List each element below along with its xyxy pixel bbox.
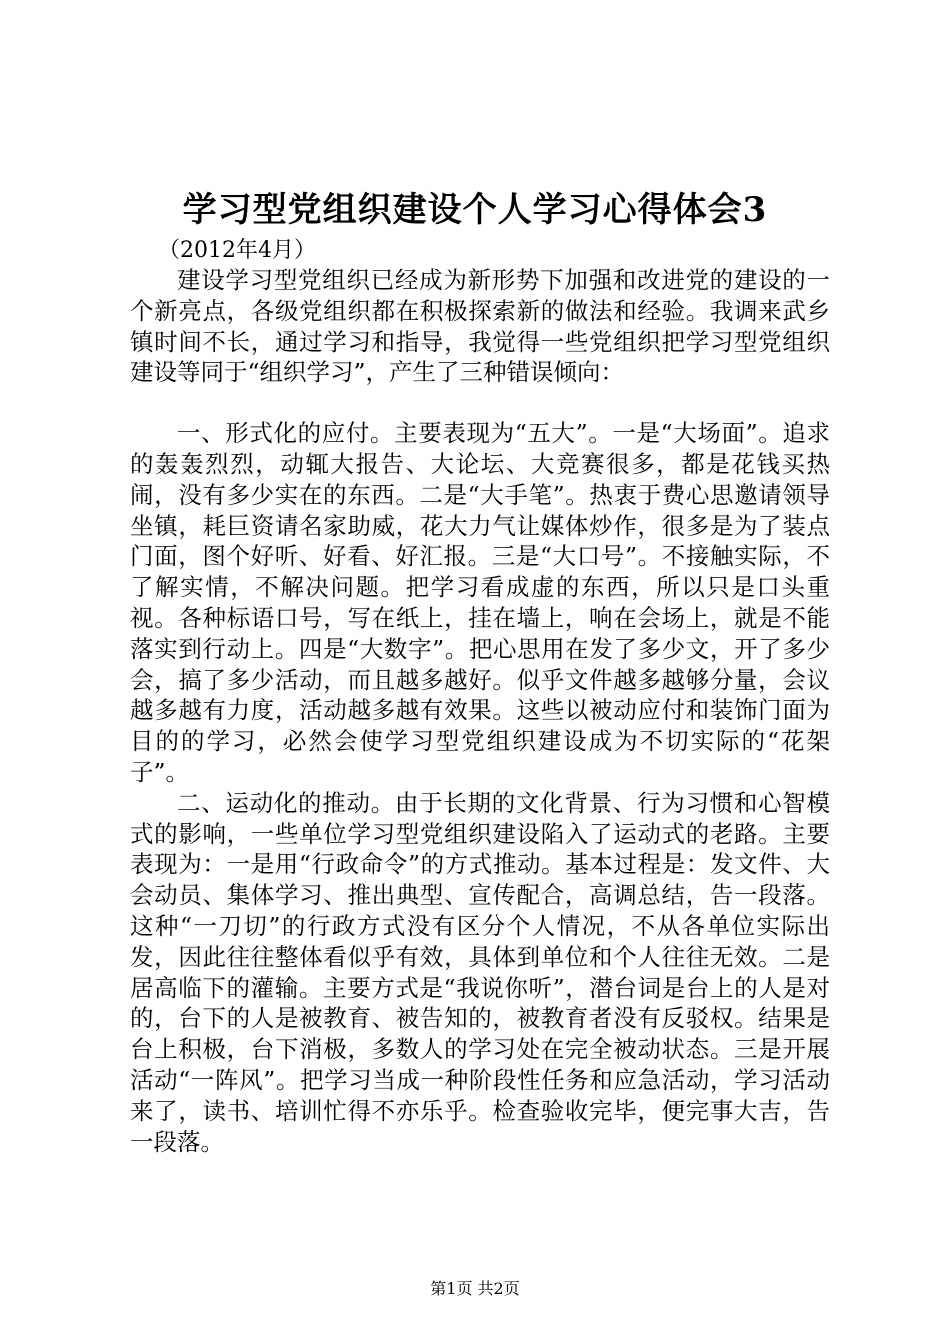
intro-paragraph: 建设学习型党组织已经成为新形势下加强和改进党的建设的一个新亮点，各级党组织都在积极探索新的做法和经验。我调来武乡镇时间不长，通过学习和指导，我觉得一些党组织把学习型党组织建设等同于“组织学习”，产生了三种错误倾向： xyxy=(130,266,830,387)
document-body xyxy=(130,265,830,1157)
page-footer: 第1页 共2页 xyxy=(430,1279,520,1298)
document-date: （2012年4月） xyxy=(158,238,316,263)
section-two-paragraph: 二、运动化的推动。由于长期的文化背景、行为习惯和心智模式的影响，一些单位学习型党组织建设陷入了运动式的老路。主要表现为：一是用“行政命令”的方式推动。基本过程是：发文件、大会动员、集体学习、推出典型、宣传配合，高调总结，告一段落。这种“一刀切”的行政方式没有区分个人情况，不从各单位实际出发，因此往往整体看似乎有效，具体到单位和个人往往无效。二是居高临下的灌输。主要方式是“我说你听”，潜台词是台上的人是对的，台下的人是被教育、被告知的，被教育者没有反驳权。结果是台上积极，台下消极，多数人的学习处在完全被动状态。三是开展活动“一阵风”。把学习当成一种阶段性任务和应急活动，学习活动来了，读书、培训忙得不亦乐乎。检查验收完毕，便完事大吉，告一段落。 xyxy=(130,788,830,1156)
document-title: 学习型党组织建设个人学习心得体会3 xyxy=(182,190,768,230)
section-one-paragraph: 一、形式化的应付。主要表现为“五大”。一是“大场面”。追求的轰轰烈烈，动辄大报告、大论坛、大竞赛很多，都是花钱买热闹，没有多少实在的东西。二是“大手笔”。热衷于费心思邀请领导坐镇，耗巨资请名家助威，花大力气让媒体炒作，很多是为了装点门面，图个好听、好看、好汇报。三是“大口号”。不接触实际，不了解实情，不解决问题。把学习看成虚的东西，所以只是口头重视。各种标语口号，写在纸上，挂在墙上，响在会场上，就是不能落实到行动上。四是“大数字”。把心思用在发了多少文，开了多少会，搞了多少活动，而且越多越好。似乎文件越多越够分量，会议越多越有力度，活动越多越有效果。这些以被动应付和装饰门面为目的的学习，必然会使学习型党组织建设成为不切实际的“花架子”。 xyxy=(130,419,830,786)
